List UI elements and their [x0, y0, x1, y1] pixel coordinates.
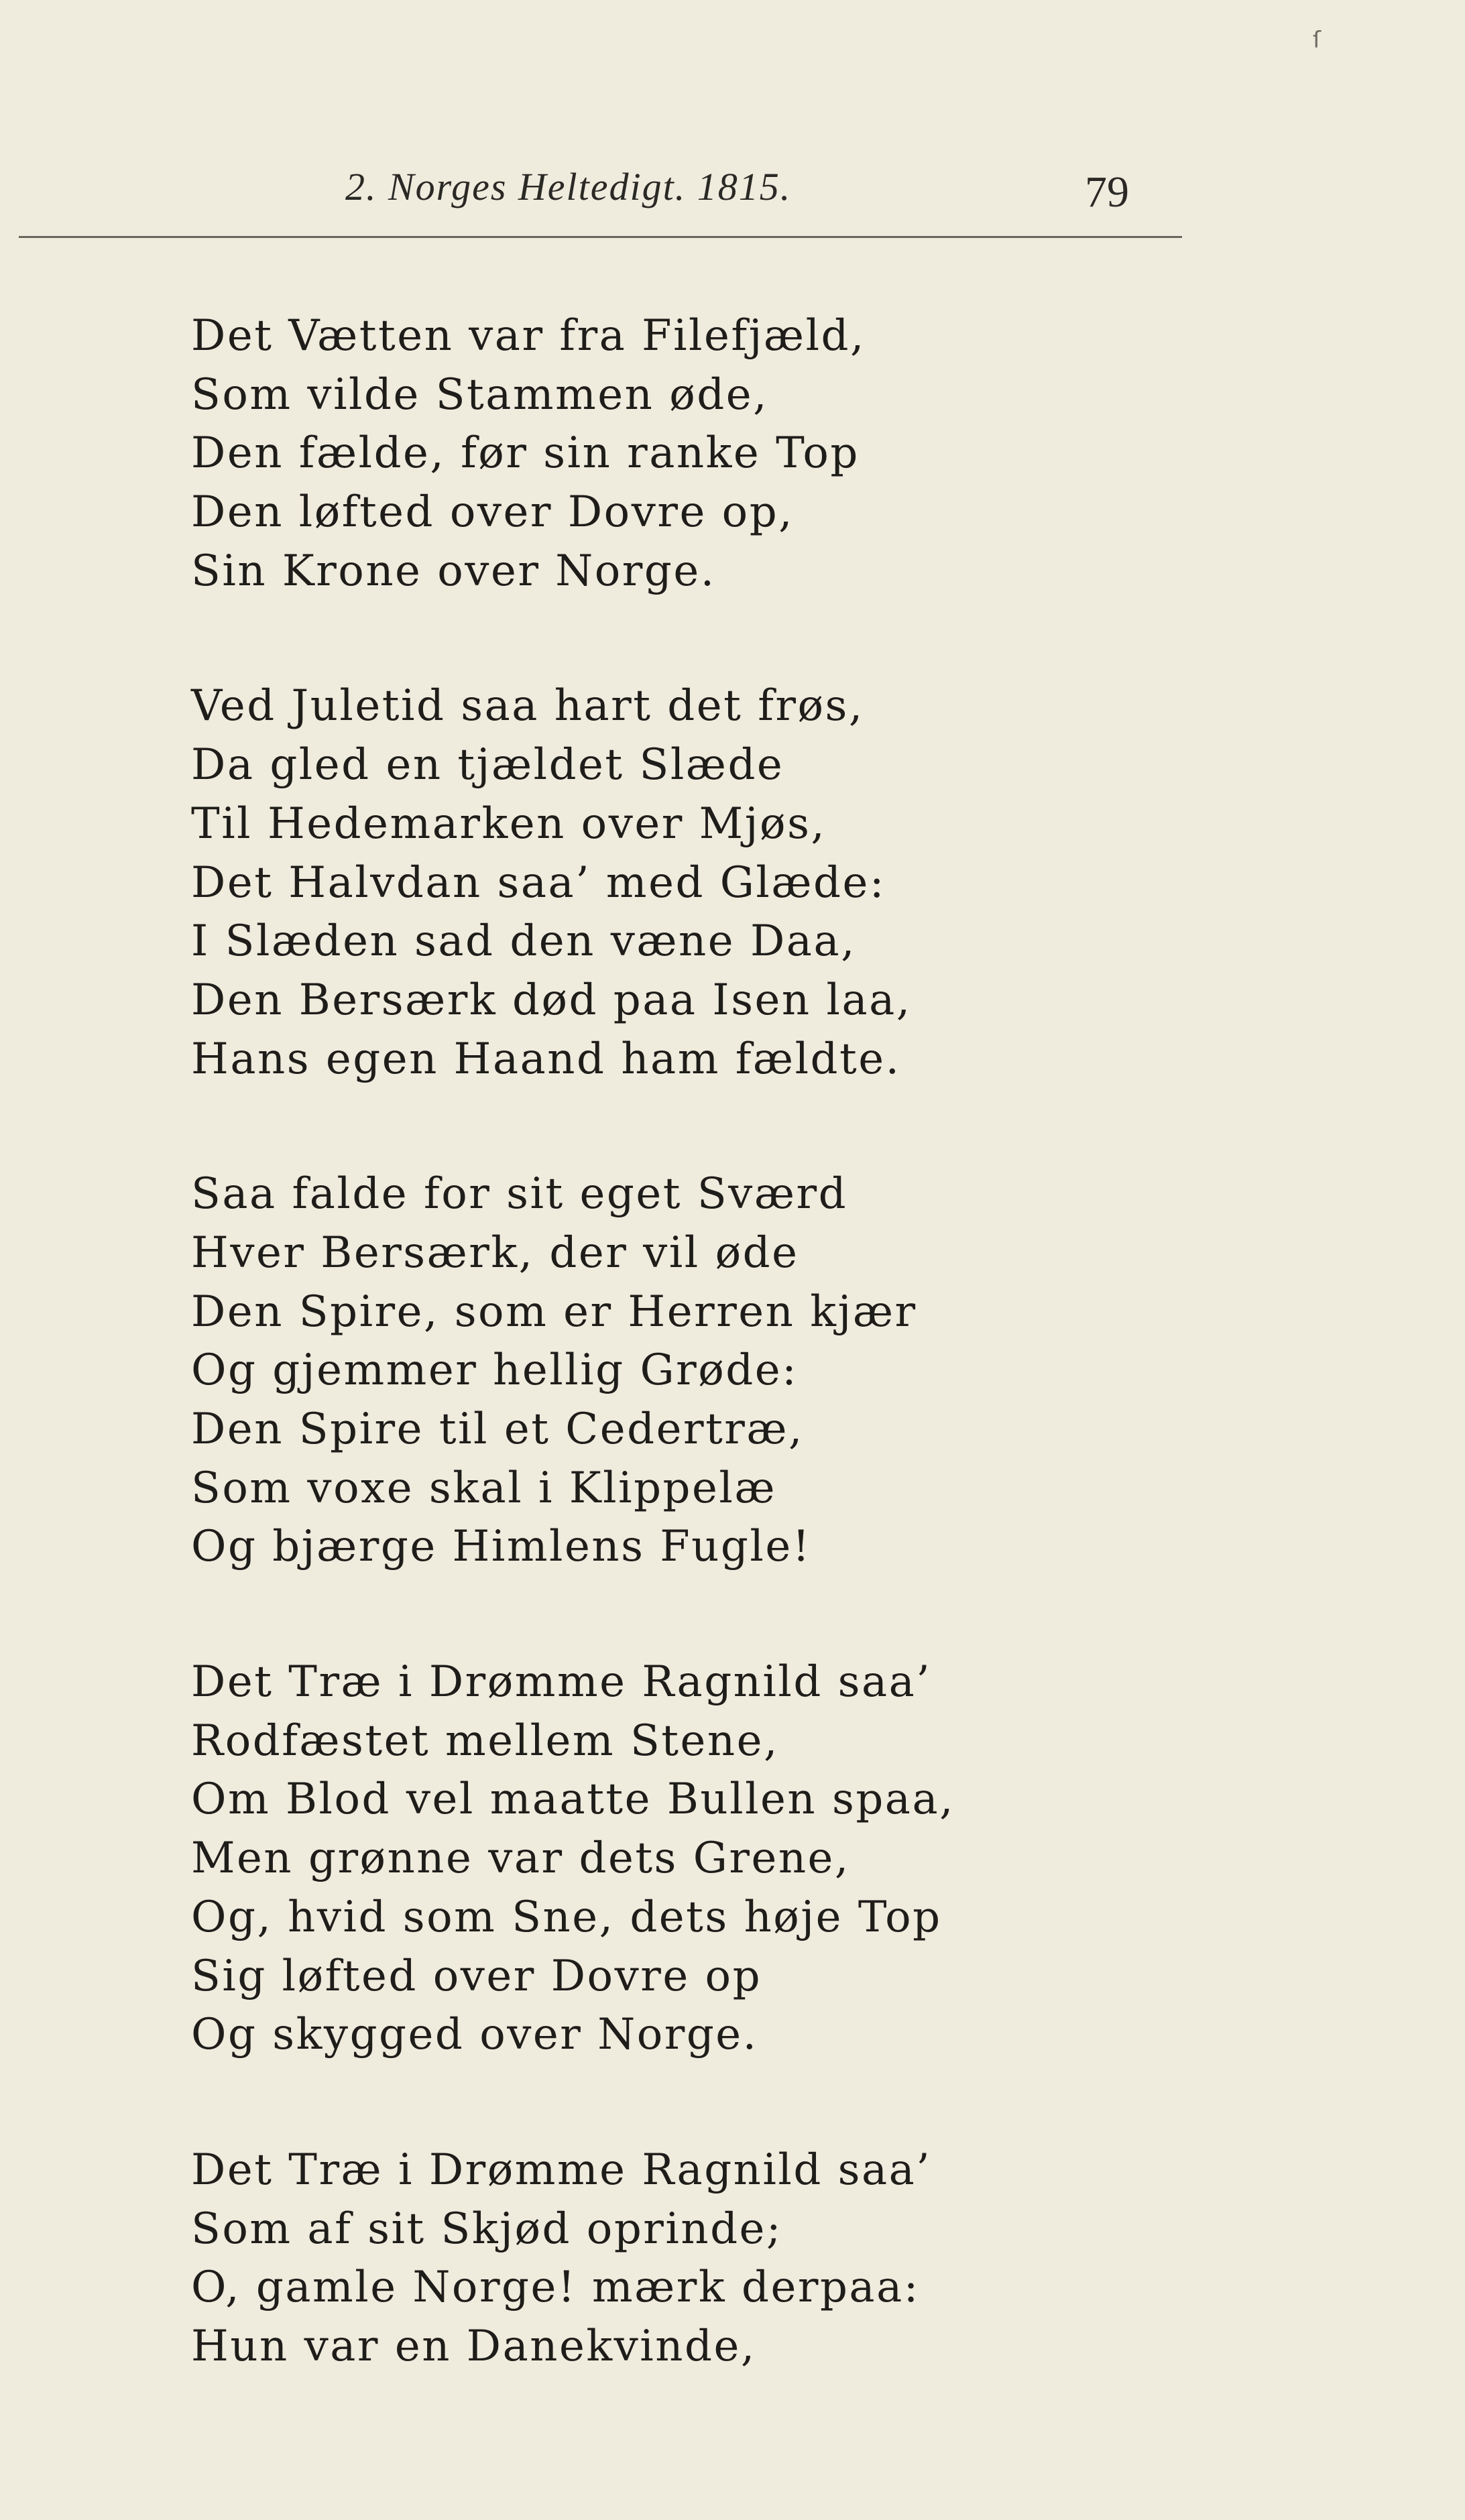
poem-line: Og bjærge Himlens Fugle!: [191, 1522, 811, 1572]
poem-line: I Slæden sad den væne Daa,: [191, 916, 856, 967]
poem-line: Sin Krone over Norge.: [191, 546, 716, 596]
stanza-5: [191, 2141, 1183, 2377]
running-title: 2. Norges Heltedigt. 1815.: [345, 165, 792, 208]
poem-line: Hun var en Danekvinde,: [191, 2321, 756, 2371]
poem-line: Det Træ i Drømme Ragnild saa’: [191, 2145, 932, 2195]
poem-line: Da gled en tjældet Slæde: [191, 740, 784, 790]
stanza-3: [191, 1165, 1183, 1577]
poem-line: Hver Bersærk, der vil øde: [191, 1227, 799, 1278]
poem-line: Ved Juletid saa hart det frøs,: [191, 681, 864, 731]
poem-line: Til Hedemarken over Mjøs,: [191, 798, 827, 849]
margin-mark: ſ: [1313, 27, 1321, 54]
poem-line: Sig løfted over Dovre op: [191, 1951, 762, 2001]
poem-line: Hans egen Haand ham fældte.: [191, 1034, 901, 1084]
poem-line: Det Vætten var fra Filefjæld,: [191, 311, 866, 361]
poem-line: Og, hvid som Sne, dets høje Top: [191, 1892, 942, 1942]
stanza-1: [191, 307, 1183, 601]
poem-line: Den Bersærk død paa Isen laa,: [191, 975, 912, 1025]
poem-line: Den Spire, som er Herren kjær: [191, 1286, 917, 1337]
poem-line: Som voxe skal i Klippelæ: [191, 1463, 776, 1513]
poem-line: Den Spire til et Cedertræ,: [191, 1404, 804, 1454]
poem-line: Saa falde for sit eget Sværd: [191, 1169, 848, 1219]
poem-line: Rodfæstet mellem Stene,: [191, 1716, 779, 1766]
poem-line: Men grønne var dets Grene,: [191, 1834, 850, 1884]
stanza-4: [191, 1653, 1183, 2065]
poem-line: Om Blod vel maatte Bullen spaa,: [191, 1775, 955, 1825]
stanza-2: [191, 677, 1183, 1089]
poem-line: Og gjemmer hellig Grøde:: [191, 1345, 799, 1396]
poem-line: Som af sit Skjød oprinde;: [191, 2204, 782, 2254]
page-number: 79: [1085, 168, 1129, 217]
poem-line: Det Halvdan saa’ med Glæde:: [191, 857, 886, 908]
poem-body: [191, 307, 1183, 2453]
poem-line: O, gamle Norge! mærk derpaa:: [191, 2263, 920, 2313]
poem-line: Det Træ i Drømme Ragnild saa’: [191, 1657, 932, 1707]
poem-line: Den løfted over Dovre op,: [191, 487, 794, 538]
poem-line: Den fælde, før sin ranke Top: [191, 428, 860, 479]
page-header: [0, 164, 1193, 225]
poem-line: Som vilde Stammen øde,: [191, 369, 768, 420]
poem-line: Og skygged over Norge.: [191, 2010, 758, 2060]
header-rule: [19, 236, 1182, 238]
